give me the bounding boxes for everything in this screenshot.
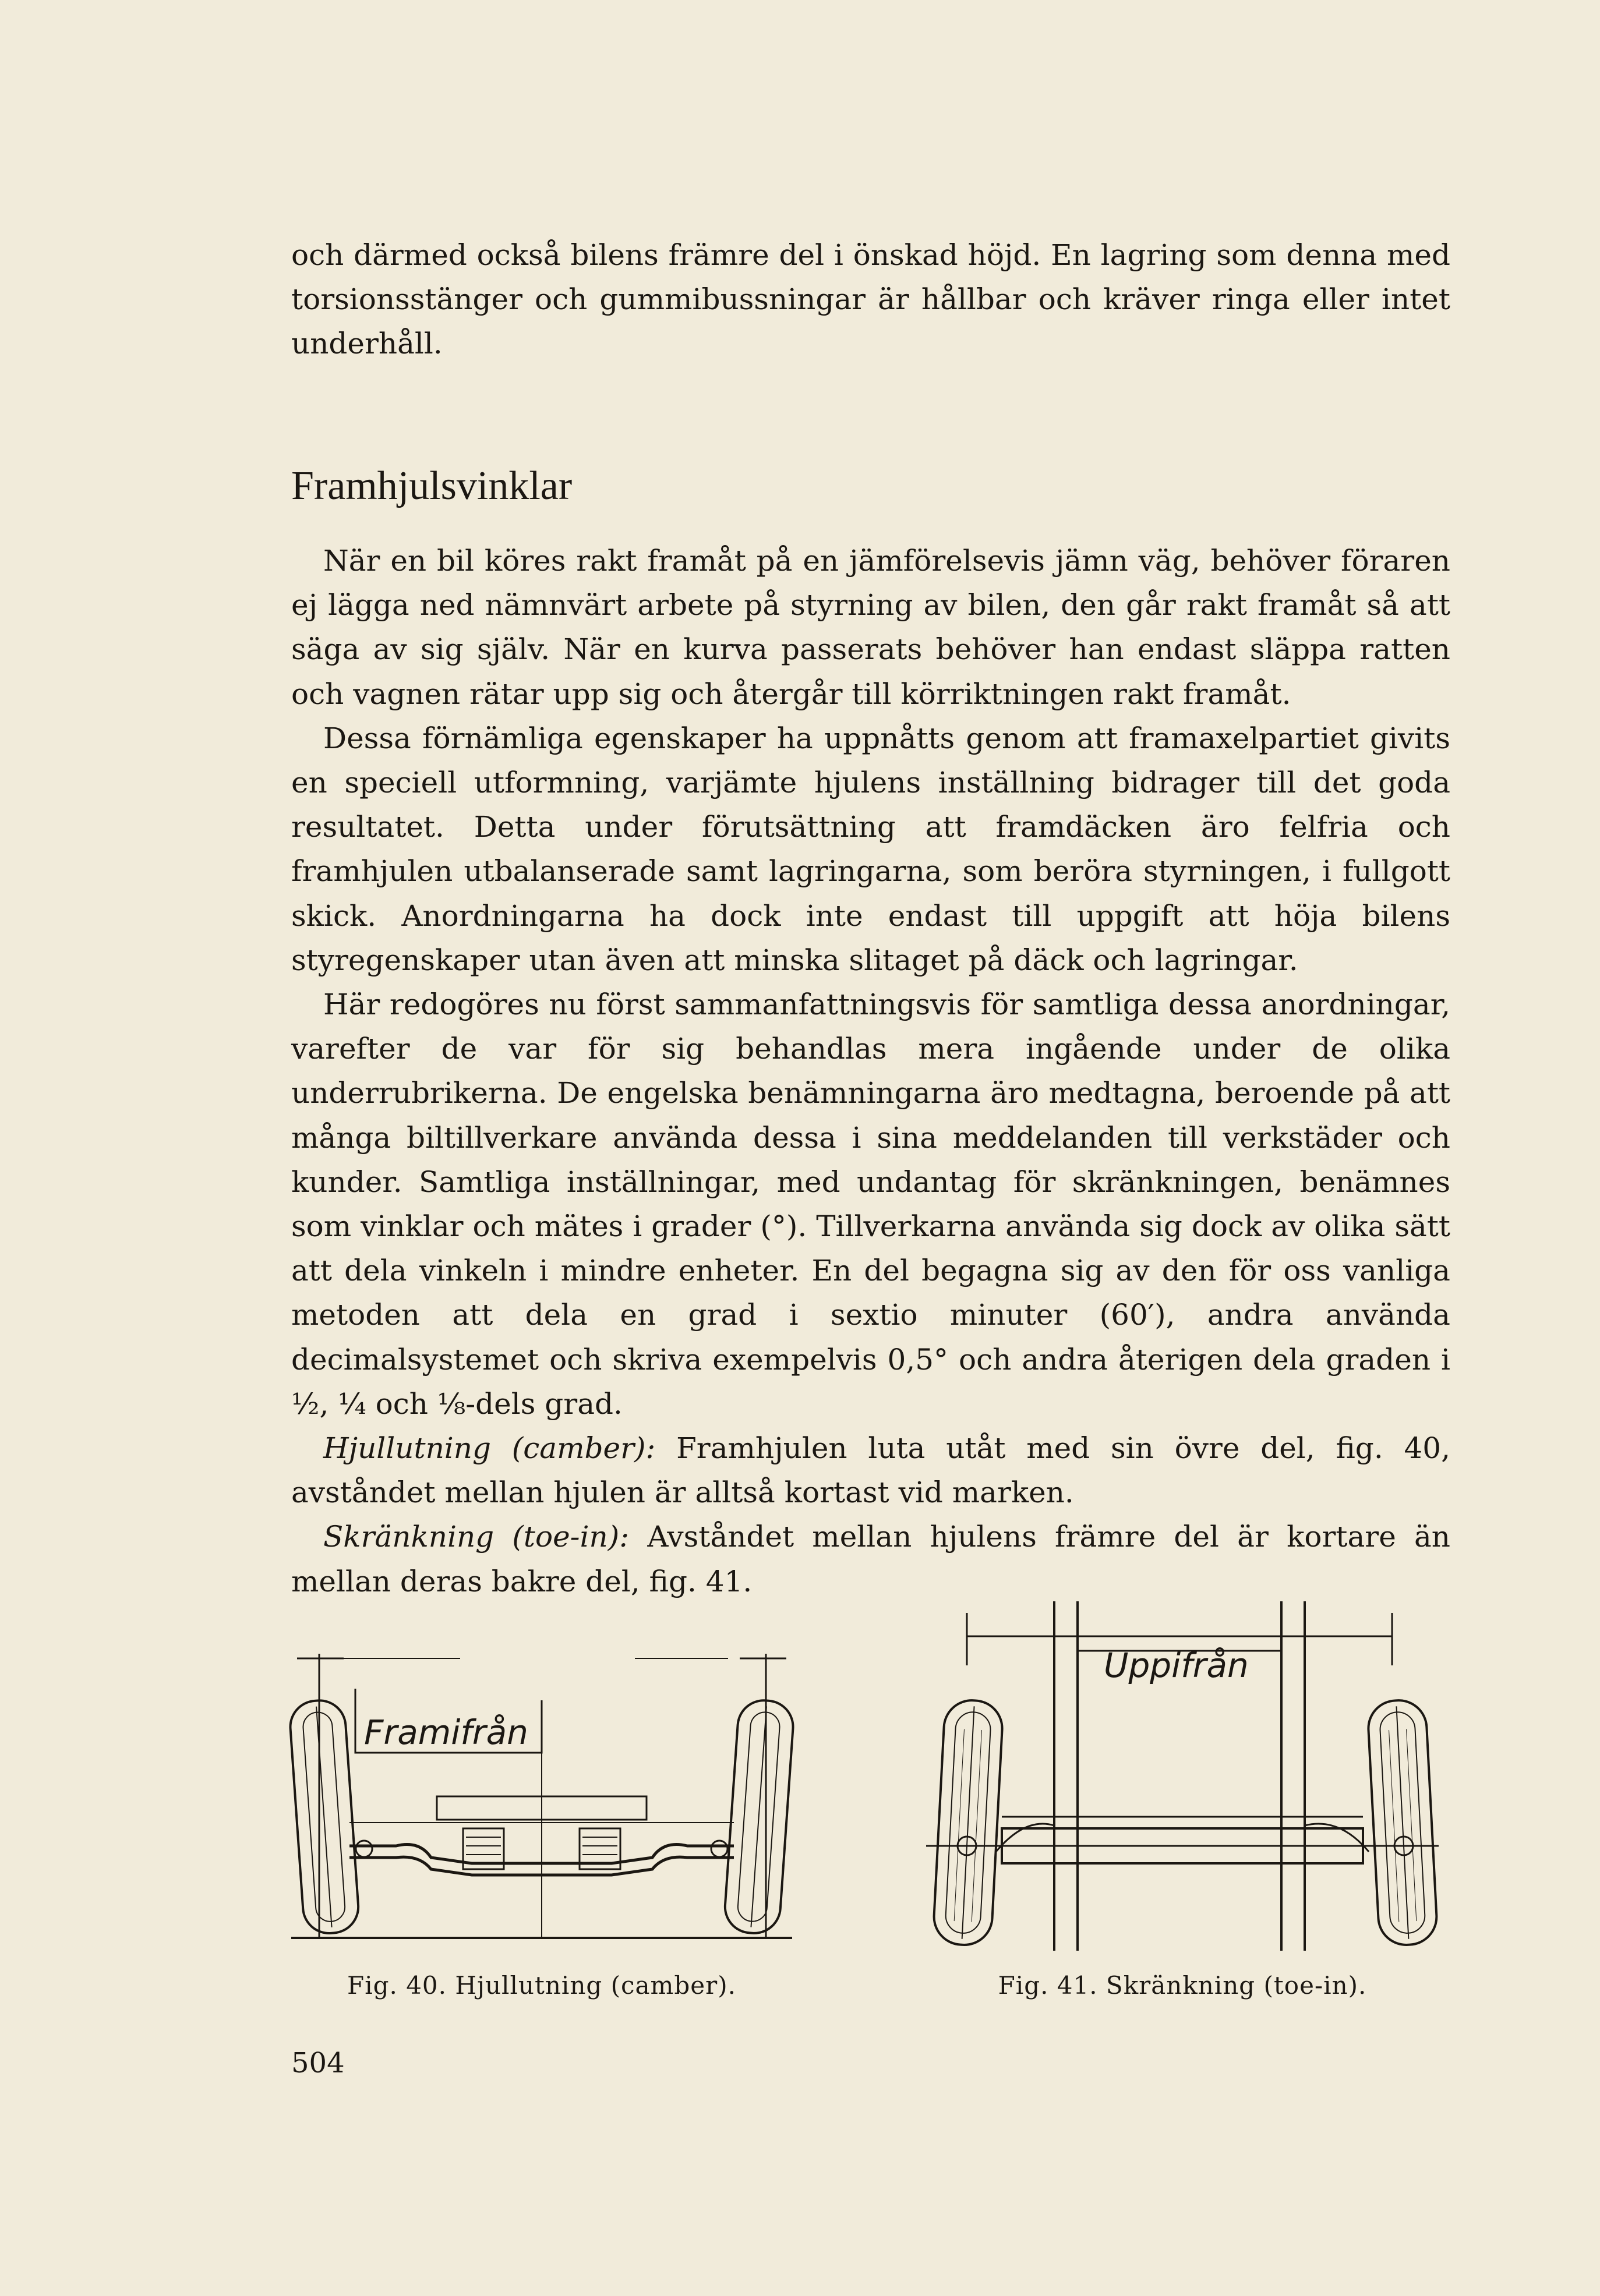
body-text [291,539,1450,1604]
term-camber: Hjullutning (camber): [323,1431,656,1466]
toe-in-definition: Avståndet mellan hjulens främre del är kortare än mellan deras bakre del, fig. 41. [291,1520,1450,1598]
camber-drawing [285,1619,798,1957]
page-number: 504 [291,2047,345,2079]
camber-definition: Framhjulen luta utåt med sin övre del, fig. 40, avståndet mellan hjulen är alltså kortast vid marken. [291,1431,1450,1510]
figure-41-toe-in-diagram [920,1595,1444,1957]
figure-40-label: Framifrån [364,1713,528,1752]
paragraph-3: Här redogöres nu först sammanfattningsvis för samtliga dessa anordningar, varefter de var för sig behandlas mera ingående under de olika underrubrikerna. De engelska benämningarna äro medtagna, beroende på att många biltillverkare använda dessa i sina meddelanden till verkstäder och kunder. Samtliga inställningar, med undantag för skränkningen, benämnes som vinklar och mätes i grader (°). Tillverkarna använda sig dock av olika sätt att dela vinkeln i mindre enheter. En del begagna sig av den för oss vanliga metoden att dela en grad i sextio minuter (60′), andra använda decimalsystemet och skriva exempelvis 0,5° och andra återigen dela graden i ½, ¼ och ⅛-dels grad. [291,988,1450,1421]
paragraph-toe-in [291,1515,1450,1603]
toe-in-drawing [920,1595,1444,1957]
figure-41-caption: Fig. 41. Skränkning (toe-in). [998,1971,1367,2000]
section-heading: Framhjulsvinklar [291,464,573,508]
figure-40-caption: Fig. 40. Hjullutning (camber). [347,1971,736,2000]
intro-paragraph: och därmed också bilens främre del i önskad höjd. En lagring som denna med torsionsstänger och gummibussningar är hållbar och kräver ringa eller intet underhåll. [291,238,1450,360]
term-toe-in: Skränkning (toe-in): [323,1520,630,1554]
paragraph-2: Dessa förnämliga egenskaper ha uppnåtts genom att framaxelpartiet givits en speciell utformning, varjämte hjulens inställning bidrager till det goda resultatet. Detta under förutsättning att framdäcken äro felfria och framhjulen utbalanserade samt lagringarna, som beröra styrningen, i fullgott skick. Anordningarna ha dock inte endast till uppgift att höja bilens styregenskaper utan även att minska slitaget på däck och lagringar. [291,721,1450,977]
figure-40-camber-diagram [285,1619,798,1957]
paragraph-camber [291,1426,1450,1515]
paragraph-1: När en bil köres rakt framåt på en jämförelsevis jämn väg, behöver föraren ej lägga ned nämnvärt arbete på styrning av bilen, den går rakt framåt så att säga av sig själv. När en kurva passerats behöver han endast släppa ratten och vagnen rätar upp sig och återgår till körriktningen rakt framåt. [291,544,1450,711]
figure-41-label: Uppifrån [1104,1646,1249,1685]
